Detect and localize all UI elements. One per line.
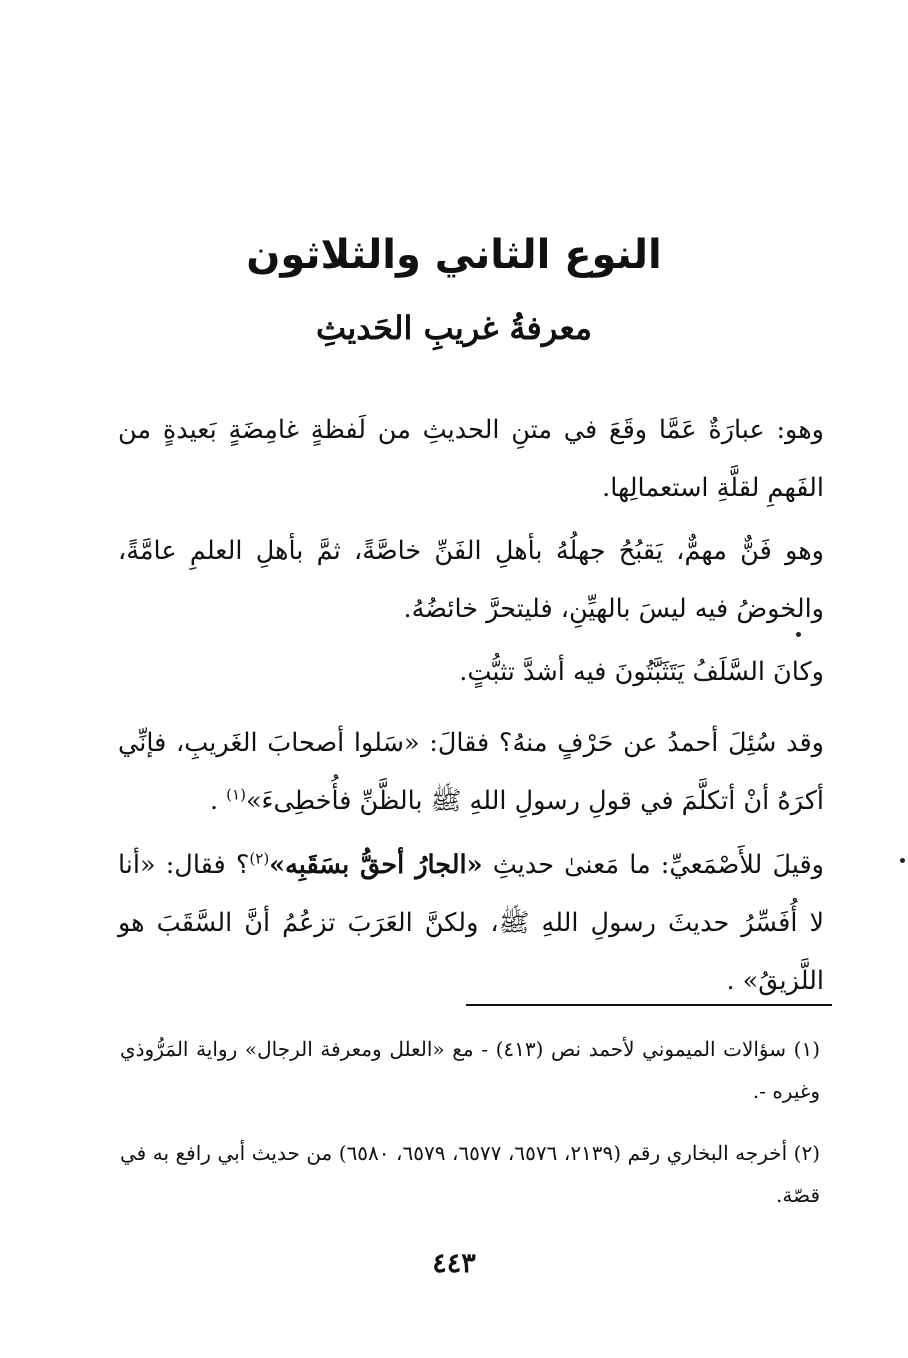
asmai-quote: «أنا لا أُفَسِّرُ حديثَ رسولِ اللهِ ﷺ، ولكنَّ العَرَبَ تزعُمُ أنَّ السَّقَبَ هو اللَّزيقُ» <box>118 850 824 996</box>
paragraph-definition: وهو: عبارَةٌ عَمَّا وقَعَ في متنِ الحديثِ من لَفظةٍ غامِضَةٍ بَعيدةٍ من الفَهمِ لقلَّةِ استعمالِها. <box>118 415 824 503</box>
page-number: ٤٤٣ <box>432 1248 476 1279</box>
footnote-divider <box>466 1004 832 1006</box>
asmai-end: . <box>726 966 735 996</box>
ahmad-end: . <box>209 786 219 816</box>
chapter-title: النوع الثاني والثلاثون <box>246 232 662 278</box>
asmai-intro: وقيلَ للأَصْمَعيِّ: ما مَعنىٰ حديثِ <box>492 850 824 880</box>
paragraph-asmai <box>118 836 824 1010</box>
paragraph-ahmad <box>118 714 824 830</box>
footnote-1: (١) سؤالات الميموني لأحمد نص (٤١٣) - مع «العلل ومعرفة الرجال» رواية المَرُّوذي وغيره -. <box>120 1037 820 1103</box>
paragraph-salaf: وكانَ السَّلَفُ يَتَثَبَّتُونَ فيه أشدَّ تثبُّتٍ. <box>459 657 824 687</box>
scan-speck <box>900 858 905 863</box>
ahmad-intro: وقد سُئِلَ أحمدُ عن حَرْفٍ منهُ؟ فقالَ: <box>429 728 824 758</box>
asmai-mid: ؟ فقال: <box>165 850 250 880</box>
ahmad-quote: «سَلوا أصحابَ الغَريبِ، فإنِّي أكرَهُ أنْ أتكلَّمَ في قولِ رسولِ اللهِ ﷺ بالظَّنِّ فأُخطِىءَ» <box>118 728 824 816</box>
chapter-subtitle: معرفةُ غريبِ الحَديثِ <box>315 309 593 347</box>
hadith-text: «الجارُ أحقُّ بسَقَبِه» <box>269 850 483 880</box>
footnote-2: (٢) أخرجه البخاري رقم (٢١٣٩، ٦٥٧٦، ٦٥٧٧، ٦٥٧٩، ٦٥٨٠) من حديث أبي رافع به في قصّة. <box>120 1141 821 1207</box>
footnote-ref-2[interactable]: (٢) <box>249 849 270 868</box>
footnote-ref-1[interactable]: (١) <box>226 785 246 804</box>
scan-speck <box>796 632 801 637</box>
paragraph-importance: وهو فَنٌّ مهمٌّ، يَقبُحُ جهلُهُ بأهلِ الفَنِّ خاصَّةً، ثمَّ بأهلِ العلمِ عامَّةً، والخوضُ فيه ليسَ بالهيِّنِ، فليتحرَّ خائضُهُ. <box>118 536 824 624</box>
